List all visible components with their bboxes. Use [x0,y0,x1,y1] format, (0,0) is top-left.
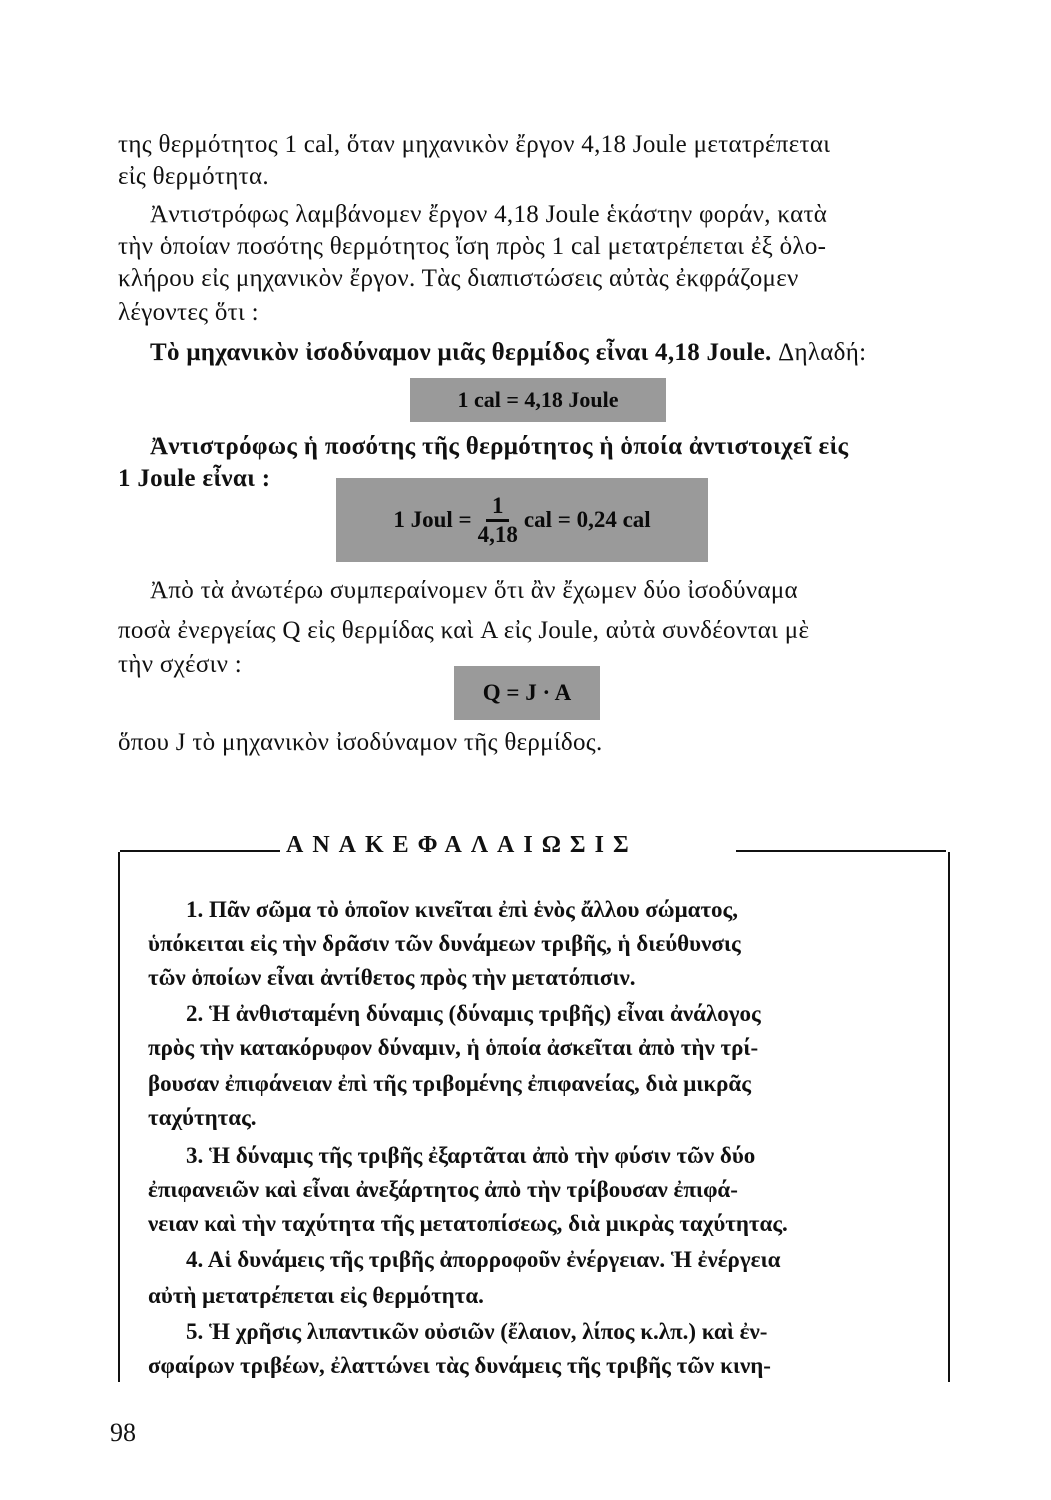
summary-line-8: 3. Ἡ δύναμις τῆς τριβῆς ἐξαρτᾶται ἀπὸ τὴν φύσιν τῶν δύο [186,1143,756,1168]
body-line-2: εἰς θερμότητα. [118,163,269,190]
formula-joule-cal [336,478,708,562]
summary-line-9: ἐπιφανειῶν καὶ εἶναι ἀνεξάρτητος ἀπὸ τὴν τρίβουσαν ἐπιφά- [148,1177,738,1202]
formula2-fraction [478,493,518,548]
statement-tail: Δηλαδή: [778,339,867,366]
summary-line-7: ταχύτητας. [148,1105,257,1130]
summary-line-3: τῶν ὁποίων εἶναι ἀντίθετος πρὸς τὴν μετατόπισιν. [148,965,636,990]
inverse-line-2: 1 Joule εἶναι : [118,465,271,492]
inverse-line-1: Ἀντιστρόφως ἡ ποσότης τῆς θερμότητος ἡ ὁποία ἀντιστοιχεῖ εἰς [150,433,849,460]
body-line-4: τὴν ὁποίαν ποσότης θερμότητος ἴση πρὸς 1 cal μετατρέπεται ἐξ ὁλο- [118,233,827,260]
summary-line-13: 5. Ἡ χρῆσις λιπαντικῶν οὐσιῶν (ἔλαιον, λίπος κ.λπ.) καὶ ἐν- [186,1319,768,1344]
conclusion-line-3: τὴν σχέσιν : [118,651,243,678]
summary-line-5: πρὸς τὴν κατακόρυφον δύναμιν, ἡ ὁποία ἀσκεῖται ἀπὸ τὴν τρί- [148,1035,759,1060]
formula-q-ja: Q = J · A [454,666,600,720]
conclusion-line-1: Ἀπὸ τὰ ἀνωτέρω συμπεραίνομεν ὅτι ἂν ἔχωμεν δύο ἰσοδύναμα [150,577,798,604]
where-line: ὅπου J τὸ μηχανικὸν ἰσοδύναμον τῆς θερμίδος. [118,729,603,756]
body-line-6: λέγοντες ὅτι : [118,299,259,326]
page-number: 98 [110,1418,136,1447]
summary-line-4: 2. Ἡ ἀνθισταμένη δύναμις (δύναμις τριβῆς) εἶναι ἀνάλογος [186,1001,761,1026]
body-line-5: κλήρου εἰς μηχανικὸν ἔργον. Τὰς διαπιστώσεις αὐτὰς ἐκφράζομεν [118,265,799,292]
formula2-lhs: 1 Joul = [393,507,472,532]
summary-line-10: νειαν καὶ τὴν ταχύτητα τῆς μετατοπίσεως, διὰ μικρὰς ταχύτητας. [148,1211,788,1236]
formula-cal-joule: 1 cal = 4,18 Joule [410,378,666,422]
summary-line-12: αὐτὴ μετατρέπεται εἰς θερμότητα. [148,1283,484,1308]
summary-line-14: σφαίρων τριβέων, ἐλαττώνει τὰς δυνάμεις τῆς τριβῆς τῶν κινη- [148,1353,771,1378]
statement-line [150,338,866,368]
formula2-rhs: cal = 0,24 cal [523,507,651,532]
summary-title: ΑΝΑΚΕΦΑΛΑΙΩΣΙΣ [286,832,638,858]
body-line-3: Ἀντιστρόφως λαμβάνομεν ἔργον 4,18 Joule ἑκάστην φοράν, κατὰ [150,201,828,228]
formula2-numerator: 1 [486,493,510,522]
statement-bold: Τὸ μηχανικὸν ἰσοδύναμον μιᾶς θερμίδος εἶναι 4,18 Joule. [150,339,772,366]
conclusion-line-2: ποσὰ ἐνεργείας Q εἰς θερμίδας καὶ A εἰς Joule, αὐτὰ συνδέονται μὲ [118,617,810,644]
summary-line-6: βουσαν ἐπιφάνειαν ἐπὶ τῆς τριβομένης ἐπιφανείας, διὰ μικρᾶς [148,1071,751,1096]
summary-line-11: 4. Αἱ δυνάμεις τῆς τριβῆς ἀπορροφοῦν ἐνέργειαν. Ἡ ἐνέργεια [186,1247,781,1272]
formula2-denominator: 4,18 [477,521,518,547]
body-line-1: της θερμότητος 1 cal, ὅταν μηχανικὸν ἔργον 4,18 Joule μετατρέπεται [118,131,831,158]
summary-line-2: ὑπόκειται εἰς τὴν δρᾶσιν τῶν δυνάμεων τριβῆς, ἡ διεύθυνσις [148,931,741,956]
summary-line-1: 1. Πᾶν σῶμα τὸ ὁποῖον κινεῖται ἐπὶ ἑνὸς ἄλλου σώματος, [186,897,738,922]
